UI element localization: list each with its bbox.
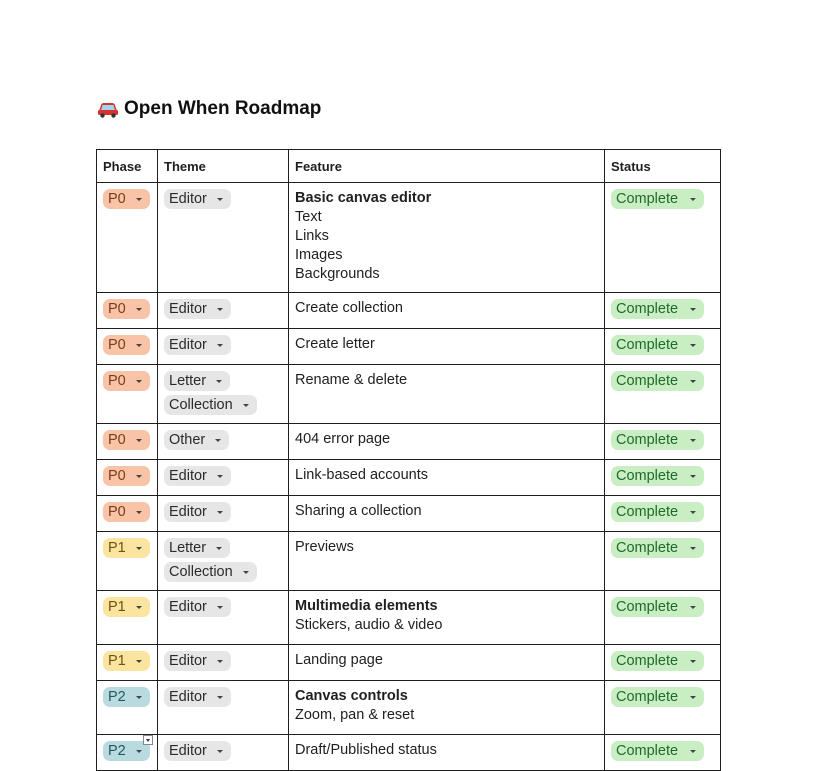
- column-header-phase[interactable]: Phase: [97, 150, 158, 183]
- theme-cell[interactable]: [158, 645, 289, 681]
- status-label: Complete: [616, 468, 679, 484]
- phase-select[interactable]: [103, 651, 150, 671]
- theme-select[interactable]: [164, 651, 231, 671]
- table-row: [97, 681, 721, 735]
- theme-select[interactable]: [164, 430, 229, 450]
- chevron-down-icon: [243, 571, 249, 574]
- chevron-down-icon: [136, 750, 142, 753]
- theme-chip-list: [164, 597, 282, 619]
- theme-select[interactable]: [164, 538, 230, 558]
- table-row: [97, 329, 721, 365]
- feature-text: Sharing a collection: [295, 503, 422, 519]
- phase-select[interactable]: [103, 597, 150, 617]
- status-select[interactable]: [611, 502, 704, 522]
- feature-cell[interactable]: [289, 183, 605, 293]
- feature-text: Rename & delete: [295, 372, 408, 388]
- theme-label: Editor: [169, 689, 207, 705]
- theme-chip-list: [164, 335, 282, 357]
- phase-cell[interactable]: [97, 329, 158, 365]
- status-select[interactable]: [611, 597, 704, 617]
- status-cell[interactable]: [605, 183, 721, 293]
- phase-cell[interactable]: [97, 293, 158, 329]
- feature-text: Stickers, audio & video: [295, 617, 443, 633]
- theme-label: Editor: [169, 653, 207, 669]
- chevron-down-icon: [136, 344, 142, 347]
- table-row: [97, 496, 721, 532]
- chevron-down-icon: [690, 511, 696, 514]
- status-cell[interactable]: [605, 591, 721, 645]
- theme-label: Editor: [169, 468, 207, 484]
- roadmap-table: [96, 149, 721, 771]
- status-select[interactable]: [611, 687, 704, 707]
- document-title: [96, 98, 321, 120]
- chevron-down-icon: [136, 198, 142, 201]
- chevron-down-icon: [136, 660, 142, 663]
- phase-cell[interactable]: [97, 532, 158, 591]
- chevron-down-icon: [690, 696, 696, 699]
- chevron-down-icon: [136, 511, 142, 514]
- feature-text: Links: [295, 228, 329, 244]
- phase-label: P0: [108, 191, 126, 207]
- status-cell[interactable]: [605, 735, 721, 771]
- theme-label: Editor: [169, 301, 207, 317]
- theme-cell[interactable]: [158, 681, 289, 735]
- phase-select[interactable]: [103, 687, 150, 707]
- feature-text: Link-based accounts: [295, 467, 428, 483]
- chevron-down-icon: [690, 380, 696, 383]
- theme-select[interactable]: [164, 562, 257, 582]
- status-cell[interactable]: [605, 645, 721, 681]
- theme-chip-list: [164, 189, 282, 211]
- phase-select[interactable]: [103, 335, 150, 355]
- theme-cell[interactable]: [158, 532, 289, 591]
- phase-label: P0: [108, 373, 126, 389]
- status-select[interactable]: [611, 538, 704, 558]
- theme-label: Editor: [169, 337, 207, 353]
- chevron-down-icon: [136, 308, 142, 311]
- status-label: Complete: [616, 337, 679, 353]
- table-row: [97, 460, 721, 496]
- feature-title: Basic canvas editor: [295, 190, 432, 206]
- feature-cell[interactable]: [289, 460, 605, 496]
- chevron-down-icon: [136, 606, 142, 609]
- feature-text: Create letter: [295, 336, 375, 352]
- chevron-down-icon: [217, 308, 223, 311]
- chevron-down-icon: [215, 439, 221, 442]
- feature-text: Zoom, pan & reset: [295, 707, 415, 723]
- theme-label: Collection: [169, 397, 233, 413]
- status-label: Complete: [616, 689, 679, 705]
- chevron-down-icon: [690, 750, 696, 753]
- theme-chip-list: [164, 299, 282, 321]
- feature-cell[interactable]: [289, 365, 605, 424]
- feature-text: Images: [295, 247, 343, 263]
- phase-label: P0: [108, 432, 126, 448]
- status-select[interactable]: [611, 335, 704, 355]
- chevron-down-icon: [136, 696, 142, 699]
- phase-cell[interactable]: [97, 681, 158, 735]
- feature-text: Previews: [295, 539, 354, 555]
- feature-text: Create collection: [295, 300, 403, 316]
- phase-select[interactable]: [103, 502, 150, 522]
- theme-cell[interactable]: [158, 496, 289, 532]
- theme-cell[interactable]: [158, 365, 289, 424]
- theme-label: Editor: [169, 599, 207, 615]
- status-cell[interactable]: [605, 365, 721, 424]
- feature-cell[interactable]: [289, 293, 605, 329]
- status-cell[interactable]: [605, 460, 721, 496]
- chevron-down-icon: [217, 511, 223, 514]
- theme-select[interactable]: [164, 371, 230, 391]
- theme-label: Editor: [169, 743, 207, 759]
- phase-cell[interactable]: [97, 645, 158, 681]
- phase-cell[interactable]: [97, 496, 158, 532]
- status-label: Complete: [616, 653, 679, 669]
- feature-title: Canvas controls: [295, 688, 408, 704]
- status-select[interactable]: [611, 371, 704, 391]
- phase-cell[interactable]: [97, 183, 158, 293]
- phase-label: P1: [108, 599, 126, 615]
- feature-title: Multimedia elements: [295, 598, 438, 614]
- chevron-down-icon: [690, 198, 696, 201]
- theme-label: Editor: [169, 504, 207, 520]
- phase-select[interactable]: [103, 189, 150, 209]
- phase-select[interactable]: [103, 466, 150, 486]
- theme-select[interactable]: [164, 466, 231, 486]
- theme-select[interactable]: [164, 502, 231, 522]
- phase-cell[interactable]: [97, 591, 158, 645]
- theme-cell[interactable]: [158, 460, 289, 496]
- phase-cell[interactable]: [97, 460, 158, 496]
- chevron-down-icon: [217, 198, 223, 201]
- feature-text: 404 error page: [295, 431, 391, 447]
- status-label: Complete: [616, 432, 679, 448]
- feature-cell[interactable]: [289, 329, 605, 365]
- theme-label: Letter: [169, 373, 207, 389]
- chevron-down-icon: [690, 439, 696, 442]
- phase-cell[interactable]: [97, 424, 158, 460]
- theme-select[interactable]: [164, 189, 231, 209]
- chevron-down-icon: [136, 547, 142, 550]
- theme-label: Collection: [169, 564, 233, 580]
- table-row: [97, 735, 721, 771]
- theme-cell[interactable]: [158, 735, 289, 771]
- theme-select[interactable]: [164, 335, 231, 355]
- status-cell[interactable]: [605, 681, 721, 735]
- feature-cell[interactable]: [289, 591, 605, 645]
- status-select[interactable]: [611, 651, 704, 671]
- column-header-status[interactable]: Status: [605, 150, 721, 183]
- table-row: [97, 532, 721, 591]
- phase-label: P2: [108, 743, 126, 759]
- theme-select[interactable]: [164, 597, 231, 617]
- status-cell[interactable]: [605, 532, 721, 591]
- theme-select[interactable]: [164, 395, 257, 415]
- chevron-down-icon: [217, 660, 223, 663]
- chevron-down-icon: [243, 404, 249, 407]
- status-label: Complete: [616, 504, 679, 520]
- phase-select[interactable]: [103, 430, 150, 450]
- feature-cell[interactable]: [289, 496, 605, 532]
- theme-select[interactable]: [164, 687, 231, 707]
- theme-cell[interactable]: [158, 591, 289, 645]
- theme-chip-list: [164, 430, 282, 452]
- phase-select[interactable]: [103, 538, 150, 558]
- chevron-down-icon: [690, 606, 696, 609]
- table-row: [97, 591, 721, 645]
- theme-select[interactable]: [164, 741, 231, 761]
- feature-cell[interactable]: [289, 645, 605, 681]
- phase-select[interactable]: [103, 371, 150, 391]
- status-select[interactable]: [611, 430, 704, 450]
- status-select[interactable]: [611, 189, 704, 209]
- phase-label: P2: [108, 689, 126, 705]
- phase-label: P0: [108, 504, 126, 520]
- theme-label: Editor: [169, 191, 207, 207]
- theme-select[interactable]: [164, 299, 231, 319]
- chevron-down-icon: [217, 750, 223, 753]
- chevron-down-icon: [217, 344, 223, 347]
- column-header-theme[interactable]: Theme: [158, 150, 289, 183]
- status-select[interactable]: [611, 299, 704, 319]
- theme-cell[interactable]: [158, 293, 289, 329]
- feature-cell[interactable]: [289, 681, 605, 735]
- chevron-down-icon: [690, 547, 696, 550]
- status-label: Complete: [616, 301, 679, 317]
- status-select[interactable]: [611, 741, 704, 761]
- chevron-down-icon: [136, 439, 142, 442]
- phase-select[interactable]: [103, 299, 150, 319]
- theme-label: Letter: [169, 540, 207, 556]
- chevron-down-icon: [216, 547, 222, 550]
- chevron-down-icon: [690, 308, 696, 311]
- table-row: [97, 365, 721, 424]
- feature-cell[interactable]: [289, 735, 605, 771]
- status-cell[interactable]: [605, 293, 721, 329]
- status-label: Complete: [616, 373, 679, 389]
- phase-cell[interactable]: [97, 365, 158, 424]
- feature-text: Landing page: [295, 652, 383, 668]
- car-icon: [96, 99, 120, 119]
- status-label: Complete: [616, 599, 679, 615]
- chevron-down-icon: [690, 475, 696, 478]
- table-row: [97, 293, 721, 329]
- phase-label: P0: [108, 468, 126, 484]
- phase-label: P0: [108, 301, 126, 317]
- phase-label: P1: [108, 540, 126, 556]
- theme-chip-list: [164, 538, 282, 584]
- chevron-down-icon: [217, 696, 223, 699]
- cell-menu-dropdown-icon[interactable]: [143, 735, 153, 745]
- chevron-down-icon: [217, 475, 223, 478]
- status-cell[interactable]: [605, 424, 721, 460]
- status-label: Complete: [616, 540, 679, 556]
- theme-chip-list: [164, 371, 282, 417]
- theme-chip-list: [164, 651, 282, 673]
- status-cell[interactable]: [605, 496, 721, 532]
- theme-cell[interactable]: [158, 183, 289, 293]
- chevron-down-icon: [217, 606, 223, 609]
- table-header-row: [97, 150, 721, 183]
- phase-label: P0: [108, 337, 126, 353]
- table-row: [97, 424, 721, 460]
- chevron-down-icon: [690, 344, 696, 347]
- status-select[interactable]: [611, 466, 704, 486]
- feature-text: Draft/Published status: [295, 742, 437, 758]
- chevron-down-icon: [216, 380, 222, 383]
- phase-label: P1: [108, 653, 126, 669]
- theme-cell[interactable]: [158, 424, 289, 460]
- table-row: [97, 183, 721, 293]
- table-row: [97, 645, 721, 681]
- feature-cell[interactable]: [289, 532, 605, 591]
- theme-chip-list: [164, 687, 282, 709]
- feature-text: Backgrounds: [295, 266, 380, 282]
- column-header-feature[interactable]: Feature: [289, 150, 605, 183]
- theme-chip-list: [164, 502, 282, 524]
- theme-chip-list: [164, 741, 282, 763]
- chevron-down-icon: [690, 660, 696, 663]
- chevron-down-icon: [136, 380, 142, 383]
- theme-label: Other: [169, 432, 206, 448]
- status-label: Complete: [616, 743, 679, 759]
- feature-text: Text: [295, 209, 322, 225]
- chevron-down-icon: [136, 475, 142, 478]
- feature-cell[interactable]: [289, 424, 605, 460]
- status-cell[interactable]: [605, 329, 721, 365]
- theme-cell[interactable]: [158, 329, 289, 365]
- status-label: Complete: [616, 191, 679, 207]
- theme-chip-list: [164, 466, 282, 488]
- document-title-text: Open When Roadmap: [124, 98, 322, 119]
